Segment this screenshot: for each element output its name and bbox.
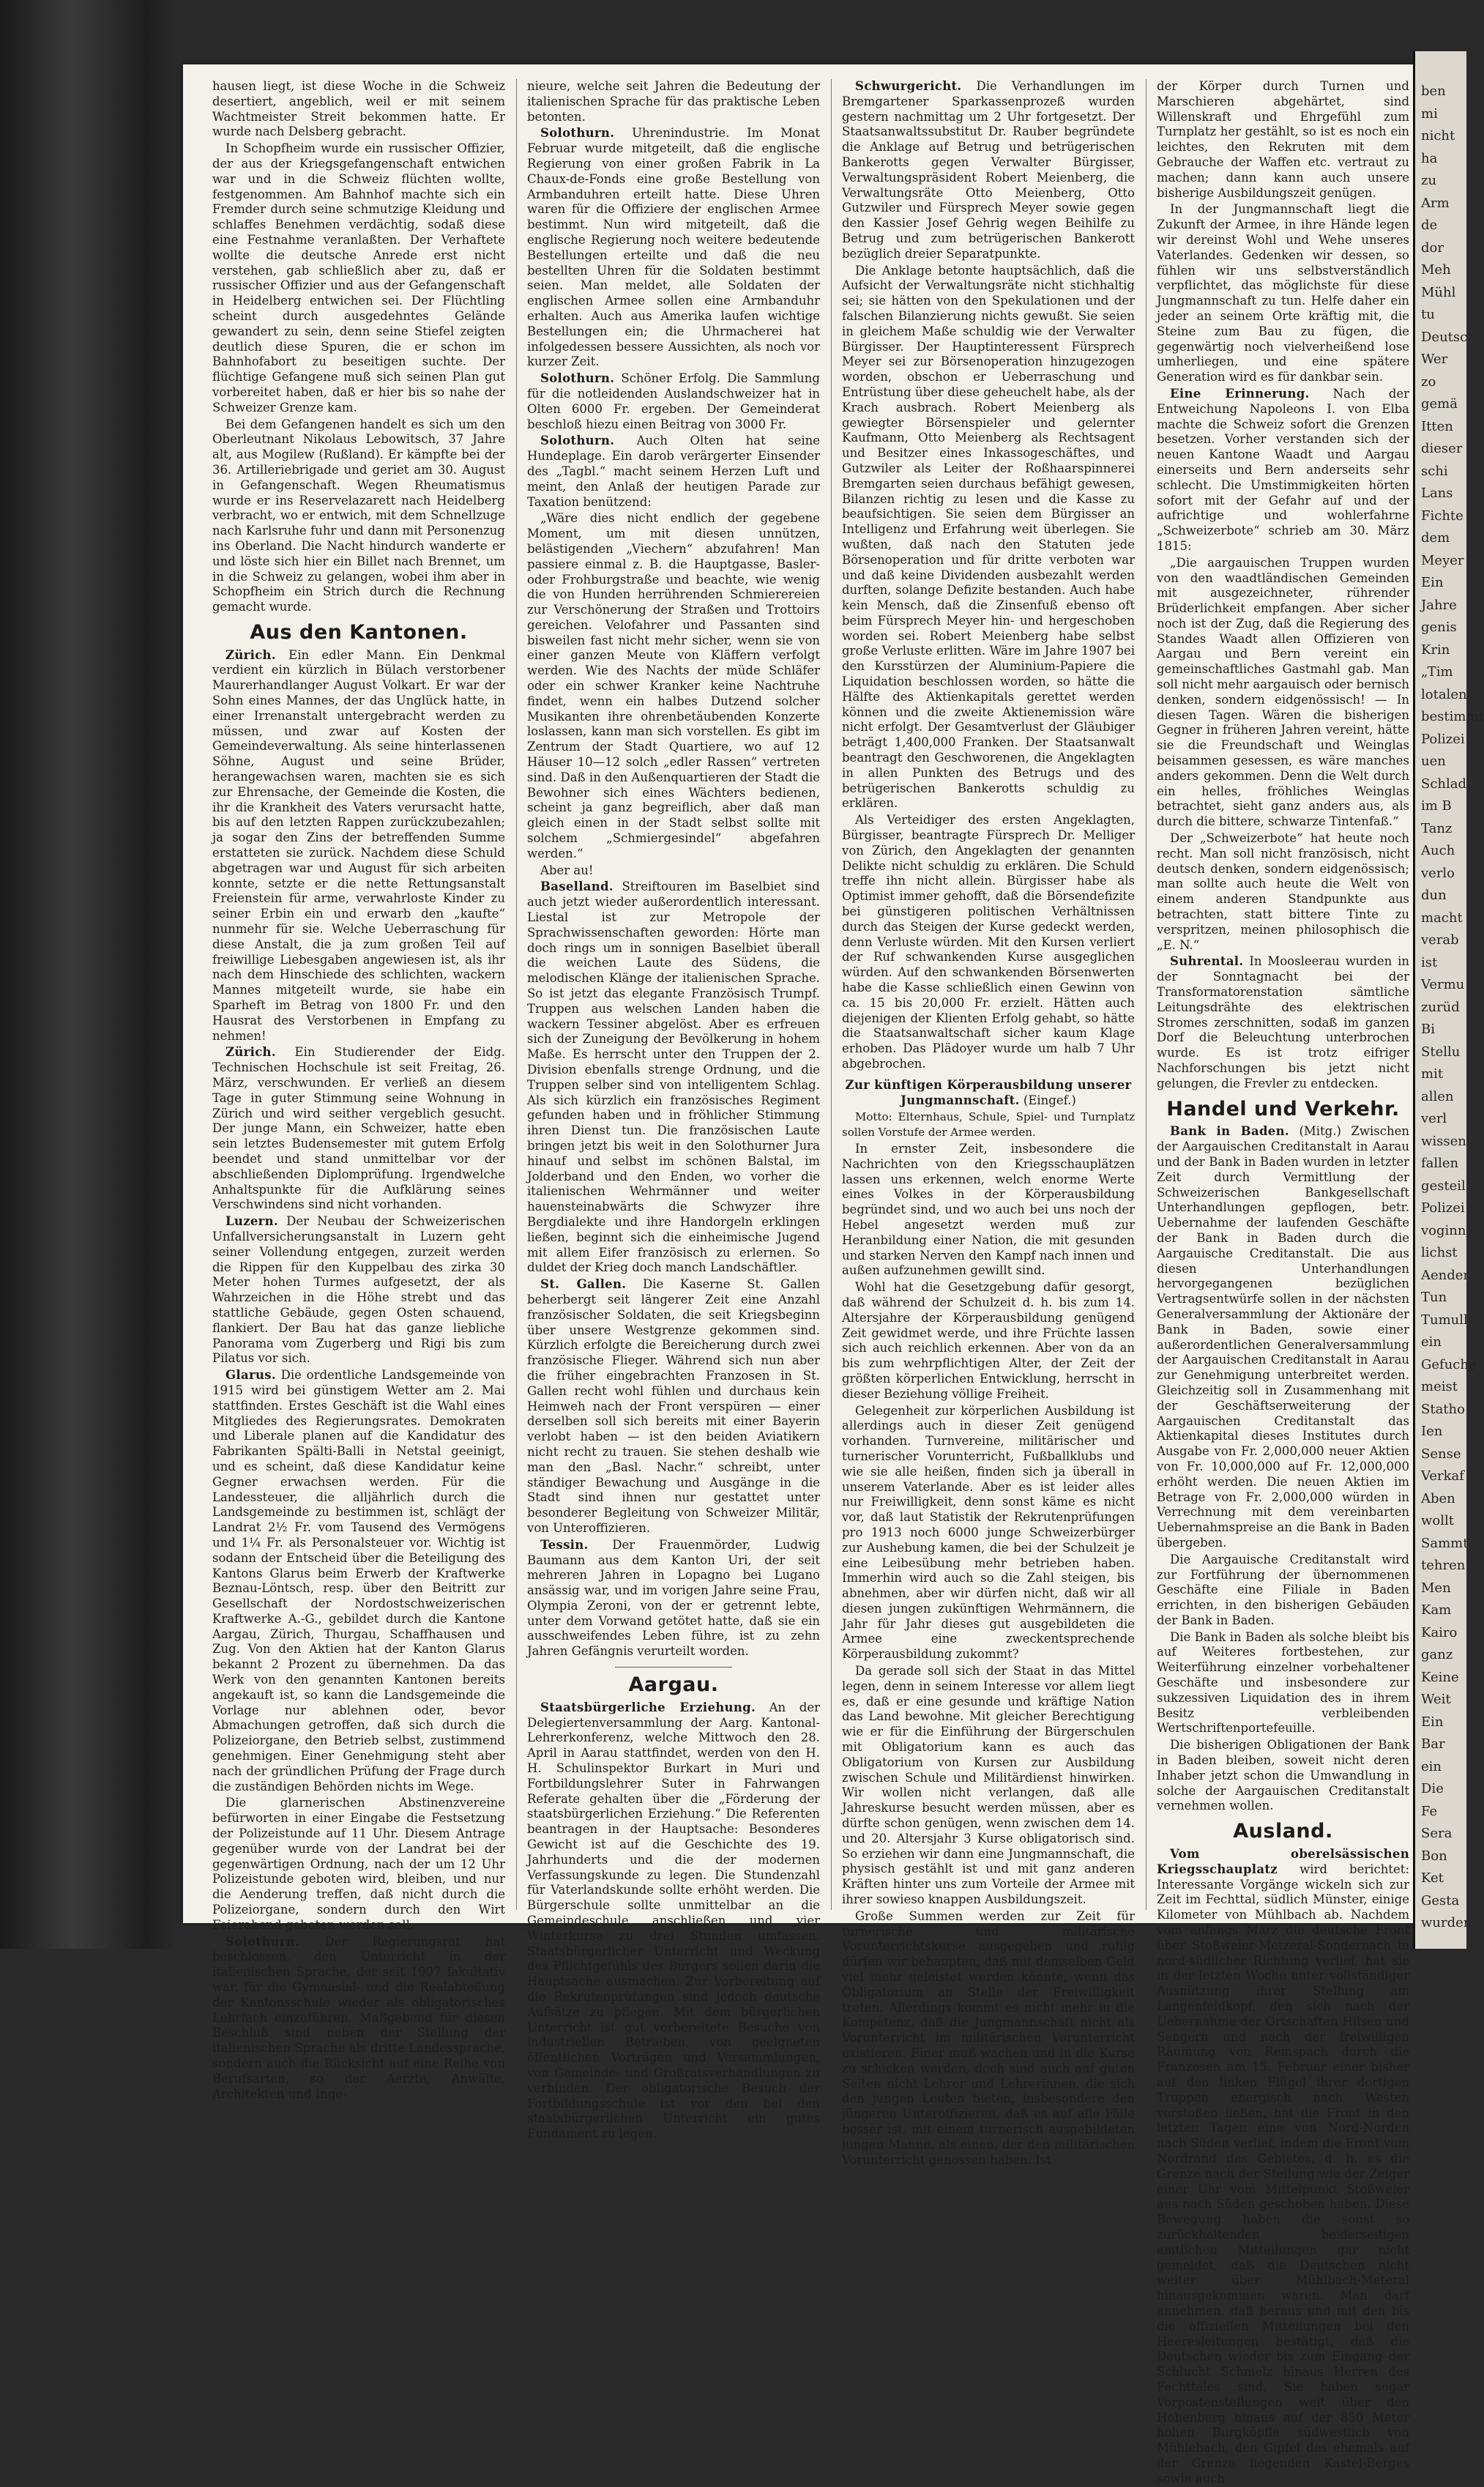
edge-word: Kairo	[1421, 1624, 1458, 1640]
article-lead: Solothurn.	[540, 434, 615, 448]
paragraph: Wohl hat die Gesetzgebung dafür gesorgt, daß während der Schulzeit d. h. bis zum 14. Altersjahre der Körperausbildung genügend Zeit gewidmet werde, und ihre Früchte lassen sich auch reichlich erkennen. Aber von da an bis zum wehrpflichtigen Alter, der Zeit der größten körperlichen Entwicklung, herrscht in dieser Beziehung völlige Freiheit.	[842, 1280, 1135, 1401]
edge-word: Kam	[1421, 1602, 1452, 1618]
edge-word: voginn	[1421, 1222, 1466, 1238]
edge-word: Tanz	[1421, 820, 1453, 836]
article-lead: Vom oberelsässischen Kriegsschauplatz	[1157, 1847, 1409, 1876]
paragraph: „Die aargauischen Truppen wurden von den waadtländischen Gemeinden mit ausgezeichneter, rührender Brüderlichkeit empfangen. Aber sicher noch ist der Zug, daß die Regierung des Standes Waadt allen Offizieren von Aargau und Bern vereint ein gemeinschaftliches Gastmahl gab. Man soll nicht mehr aargauisch oder bernisch denken, sondern eidgenössisch! — In diesen Tagen. Wären die bisherigen Gegner in früheren Jahren vereint, hätte sie die Freundschaft und Weinglas beisammen gesessen, es wäre manches anders gekommen. Denn die Welt durch ein helles, fröhliches Weinglas betrachtet, sieht ganz anders aus, als durch die bittere, schwarze Tintenfaß.“	[1157, 555, 1409, 829]
edge-word: de	[1421, 218, 1438, 233]
edge-word: im B	[1421, 798, 1452, 814]
edge-word: Gefuche	[1421, 1356, 1477, 1372]
edge-word: Jahre	[1421, 597, 1457, 613]
article-lead: Zürich.	[225, 647, 276, 662]
paragraph: In der Jungmannschaft liegt die Zukunft der Armee, in ihre Hände legen wir dereinst Wohl und Wehe unseres Vaterlandes. Gedenken wir dessen, so fühlen wir uns selbstverständlich verpflichtet, das möglichste für diese Jungmannschaft zu tun. Helfe daher ein jeder an seinem Orte kräftig mit, die Steine zum Bau zu fügen, die gegenwärtig noch vielverheißend lose umherliegen, und eine spätere Generation wird es für dankbar sein.	[1157, 202, 1409, 384]
paragraph: nieure, welche seit Jahren die Bedeutung der italienischen Sprache für das praktische Leben betonten.	[527, 79, 820, 124]
paragraph: hausen liegt, ist diese Woche in die Schweiz desertiert, angeblich, weil er mit seinem Wachtmeister Streit bekommen hatte. Er wurde nach Delsberg gebracht.	[212, 79, 505, 139]
edge-word: Men	[1421, 1580, 1451, 1596]
edge-word: Bar	[1421, 1736, 1445, 1752]
edge-word: genis	[1421, 620, 1457, 635]
edge-word: Statho	[1421, 1401, 1465, 1417]
column-rule	[516, 79, 517, 1910]
article-lead: Baselland.	[540, 880, 614, 894]
edge-word: Lans	[1421, 486, 1453, 501]
edge-word: ein	[1421, 1758, 1442, 1774]
paragraph: In Schopfheim wurde ein russischer Offizier, der aus der Kriegsgefangenschaft entwichen war und in die Schweiz flüchten wollte, festgenommen. Am Bahnhof machte sich ein Fremder durch seine schmutzige Kleidung und schlaffes Benehmen verdächtig, sodaß diese eine Festnahme veranlaßten. Der Verhaftete wollte die deutsche Anrede erst nicht verstehen, gab schließlich aber zu, daß er russischer Offizier und aus der Gefangenschaft in Heidelberg entwichen sei. Der Flüchtling scheint durch ausgedehntes Gelände gewandert zu sein, denn seine Stiefel zeigten deutlich diese Spuren, die er schon im Bahnhofabort zu beseitigen suchte. Der flüchtige Gefangene muß sich seinen Plan gut vorbereitet haben, daß er hier bis so nahe der Schweizer Grenze kam.	[212, 141, 505, 414]
column-2	[527, 79, 821, 2141]
paragraph: Die bisherigen Obligationen der Bank in Baden bleiben, soweit nicht deren Inhaber jetzt schon die Umwandlung in solche der Aargauischen Creditanstalt vernehmen wollen.	[1157, 1738, 1409, 1813]
section-heading-aargau: Aargau.	[628, 1673, 719, 1697]
article-text: Streiftouren im Baselbiet sind auch jetzt wieder außerordentlich interessant. Liestal ist zur Metropole der Sprachwissenschaften geworden: Hörte man doch rings um in sonnigen Baselbiet überall die weichen Laute des Südens, die melodischen Klänge der italienischen Sprache. So ist jetzt das elegante Französisch Trumpf. Truppen aus welschen Landen haben die wackern Tessiner abgelöst. Aber es erfreuen sich der Zuneigung der Bevölkerung in hohem Maße. Es herrscht unter den Truppen der 2. Division ebenfalls strenge Ordnung, und die Truppen selber sind von intelligentem Schlag. Als sich kürzlich ein französisches Regiment gefunden haben und in fröhlicher Stimmung ihren Dienst tun. Die französischen Laute bringen jetzt bis weit in den Solothurner Jura hinauf und selbst im schönen Balstal, im Jolderband und den Enden, wo vorher die italienischen Wehrmänner und weiter hauensteinabwärts die Schwyzer ihre Bergdialekte und ihre Handorgeln erklingen ließen, beginnt sich die einheimische Jugend mit allem Eifer französisch zu erlernen. So duldet der Krieg doch manch Landschäftler.	[527, 880, 820, 1275]
edge-word: Vermu	[1421, 977, 1465, 992]
edge-word: dieser	[1421, 441, 1463, 456]
article-lead: Suhrental.	[1170, 954, 1244, 969]
edge-word: Polizei	[1421, 731, 1465, 747]
article-jungmannschaft-title	[842, 1078, 1135, 1109]
section-heading-ausland: Ausland.	[1233, 1820, 1333, 1843]
edge-word: Wer	[1421, 352, 1448, 367]
edge-word: Ein	[1421, 575, 1444, 590]
article-schwurgericht	[842, 79, 1135, 262]
section-heading-kantone: Aus den Kantonen.	[250, 620, 468, 644]
article-lead: Zur künftigen Körperausbildung unserer Jungmannschaft.	[845, 1077, 1132, 1107]
article-note: (Eingef.)	[1023, 1093, 1076, 1107]
edge-word: tu	[1421, 307, 1435, 322]
edge-word: Sera	[1421, 1826, 1453, 1841]
edge-word: Sense	[1421, 1446, 1461, 1462]
article-text: In Moosleerau wurden in der Sonntagnacht bei der Transformatorenstation sämtliche Leitungsdrähte des elektrischen Stromes zerschnitten, sodaß im ganzen Dorf die Beleuchtung unterbrochen wurde. Es ist trotz eifriger Nachforschungen bis jetzt nicht gelungen, die Frevler zu entdecken.	[1157, 954, 1409, 1090]
article-tessin	[527, 1538, 820, 1659]
article-lead: Zürich.	[225, 1045, 276, 1060]
edge-word: Aben	[1421, 1490, 1455, 1506]
article-lead: Eine Erinnerung.	[1170, 386, 1310, 401]
edge-word: dor	[1421, 239, 1444, 256]
paragraph: Die Anklage betonte hauptsächlich, daß die Aufsicht der Verwaltungsräte nicht stichhaltig sei; sie hätten von den Spekulationen und der falschen Bilanzierung nichts gewußt. Sie seien in gleichem Maße schuldig wie der Verwalter Bürgisser. Der Hauptinteressent Fürsprech Meyer sei zur Börsenoperation hinzugezogen worden, obschon er Ueberraschung und Entrüstung über diese geheuchelt habe, als der Krach ausbrach. Robert Meienberg als gewiegter Börsenspieler und gelernter Kaufmann, Otto Meienberg als Rechtsagent und Besitzer eines Inkassogeschäftes, und Gutzwiler als Leiter der Roßhaarspinnerei Bremgarten seien durchaus befähigt gewesen, Bilanzen richtig zu lesen und die Kasse zu beaufsichtigen. Sie seien dem Bürgisser an Intelligenz und Erfahrung weit überlegen. Sie wußten, daß nach den Statuten jede Börsenoperation und für dritte verboten war und daß keine Dividenden ausbezahlt werden durften, solange Defizite bestanden. Auch habe kein Mensch, daß die Zinsenfuß ebenso oft beim Fürsprech Meyer hin- und hergeschoben worden sei. Robert Meienberg habe selbst große Verluste erlitten. Wäre im Jahre 1907 bei den Kursstürzen der Aluminium-Papiere die Liquidation beschlossen worden, so hätte die Hälfte des Aktienkapitals gerettet werden können und die zweite Aktienemission wäre nicht erfolgt. Der Gesamtverlust der Gläubiger beträgt 1,400,000 Franken. Der Staatsanwalt beantragt den Geschworenen, die Angeklagten in allen Punkten des Betrugs und des betrügerischen Bankerotts schuldig zu erklären.	[842, 263, 1135, 811]
section-heading-handel: Handel und Verkehr.	[1166, 1097, 1400, 1120]
edge-word: Verkaf	[1421, 1468, 1464, 1484]
article-solothurn-uhren	[527, 126, 820, 370]
edge-word: Fe	[1421, 1803, 1438, 1819]
article-glarus	[212, 1368, 505, 1794]
article-text: Der Neubau der Schweizerischen Unfallversicherungsanstalt in Luzern geht seiner Vollendung entgegen, zurzeit werden die Rippen für den Kuppelbau des zirka 30 Meter hohen Turmes aufgesetzt, der als Wahrzeichen in die Höhe strebt und das stattliche Gebäude, gegen Osten schauend, flankiert. Der Bau hat das ganze liebliche Panorama vom Zugerberg und Rigi bis zum Pilatus vor sich.	[212, 1214, 505, 1366]
adjacent-page-text	[1421, 81, 1484, 1935]
edge-word: tehren	[1421, 1558, 1466, 1573]
edge-word: Bi	[1421, 1022, 1435, 1037]
edge-word: mit	[1421, 1066, 1444, 1082]
paragraph: Die Aargauische Creditanstalt wird zur Fortführung der übernommenen Geschäfte eine Filiale in Baden errichten, in den bisherigen Gebäuden der Bank in Baden.	[1157, 1552, 1409, 1627]
article-solothurn-erfolg	[527, 371, 820, 432]
paragraph: Da gerade soll sich der Staat in das Mittel legen, denn in seinem Interesse vor allem liegt es, daß er eine gesunde und kräftige Nation das Land bewohne. Mit gleicher Berechtigung wie er für die Einführung der Bürgerschulen mit Obligatorium kann es auch das Obligatorium von Kursen zur Ausbildung zwischen Schule und Militärdienst hinwirken. Wir wollen nicht verlangen, daß alle Jahreskurse besucht werden müssen, aber es dürfte schon genügen, wenn zwischen dem 14. und 20. Altersjahr 3 Kurse obligatorisch sind. So erziehen wir dann eine Jungmannschaft, die physisch gestählt ist und mit ganz anderen Kräften hinter uns zum Vorteile der Armee mit ihrer sowieso knappen Ausbildungszeit.	[842, 1664, 1135, 1907]
paragraph: In ernster Zeit, insbesondere die Nachrichten von den Kriegsschauplätzen lassen uns erkennen, welch enorme Werte eines Volkes in der Körperausbildung begründet sind, und wo auch bei uns noch der Hebel angesetzt werden muß zur Heranbildung einer Nation, die mit gesunden und starken Nerven den Kampf nach innen und außen aufzunehmen gewillt sind.	[842, 1141, 1135, 1278]
edge-word: Die	[1421, 1781, 1444, 1796]
article-lead: Luzern.	[225, 1214, 278, 1229]
article-text: Die Verhandlungen im Bremgartener Sparkassenprozeß wurden gestern nachmittag um 2 Uhr fortgesetzt. Der Staatsanwaltssubstitut Dr. Rauber begründete die Anklage auf Betrug und betrügerischen Bankerotts gegen Verwalter Bürgisser, Verwaltungspräsident Robert Meienberg, die Verwaltungsräte Otto Meienberg, Otto Gutzwiler und Fürsprech Meyer sowie gegen den Kassier Josef Gehrig wegen Beihilfe zu Betrug und zum betrügerischen Bankerott bezüglich dreier Separatpunkte.	[842, 79, 1136, 261]
paragraph: „Wäre dies nicht endlich der gegebene Moment, um mit diesen unnützen, belästigenden „Viechern“ abzufahren! Man passiere einmal z. B. die Hauptgasse, Basler- oder Frohburgstraße und beachte, wie wenig die von Hunden herrührenden Schmierereien zur Verschönerung der Straßen und Trottoirs gereichen. Velofahrer und Passanten sind bisweilen fast nicht mehr sicher, wenn sie von einer ganzen Meute von Kläffern verfolgt werden. Wie des Nachts der müde Schläfer oder ein schwer Kranker keine Nachtruhe findet, wenn ein halbes Dutzend solcher Musikanten ihre ohrenbetäubenden Konzerte loslassen, kann man sich vorstellen. Es gibt im Zentrum der Stadt Quartiere, wo auf 12 Häuser 10—12 solch „edler Rassen“ vertreten sind. Daß in den Außenquartieren der Stadt die Bewohner sich eines Wächters bedienen, scheint ja ganz begreiflich, aber daß man gleich einen in der Stadt selbst sollte mit solchem „Schmiergesindel“ abgefahren werden.“	[527, 511, 820, 860]
edge-word: Meyer	[1421, 552, 1464, 568]
article-text: Uhrenindustrie. Im Monat Februar wurde mitgeteilt, daß die englische Regierung von einer großen Fabrik in La Chaux-de-Fonds eine große Bestellung von Armbanduhren erteilt hatte. Diese Uhren waren für die Offiziere der englischen Armee bestimmt. Nun wird mitgeteilt, daß die englische Regierung noch weitere bedeutende Bestellungen erteilte und daß die neu bestellten Uhren für die Soldaten bestimmt seien. Man meldet, alle Soldaten der englischen Armee sollen eine Armbanduhr erhalten. Auch aus Amerika laufen wichtige Bestellungen ein; die Uhrmacherei hat infolgedessen bessere Aussichten, als noch vor kurzer Zeit.	[527, 126, 820, 369]
edge-word: verl	[1421, 1111, 1447, 1126]
edge-word: allen	[1421, 1088, 1454, 1104]
edge-word: zo	[1421, 373, 1436, 390]
article-lead: Tessin.	[540, 1537, 589, 1552]
edge-word: Krin	[1421, 642, 1450, 658]
edge-word: ben	[1421, 83, 1446, 99]
edge-word: verab	[1421, 932, 1459, 948]
column-rule	[831, 79, 832, 1910]
article-text: Nach der Entweichung Napoleons I. von Elba machte die Schweiz sofort die Grenzen besetzen. Vorher verstanden sich der neuen Kantone Waadt und Aargau einerseits und Bern anderseits sehr schlecht. Die Umstimmigkeiten hörten sofort mit der Gefahr auf und der aufrichtige und wohlerfahrne „Schweizerbote“ schrieb am 30. März 1815:	[1157, 386, 1409, 553]
edge-word: mi	[1421, 105, 1438, 122]
edge-word: verlo	[1421, 865, 1455, 881]
edge-word: Ien	[1421, 1424, 1443, 1439]
newspaper-page	[183, 64, 1413, 2486]
edge-word: Deutsc	[1421, 329, 1468, 345]
edge-word: dun	[1421, 888, 1447, 903]
article-lead: Solothurn.	[225, 1934, 300, 1949]
edge-word: ist	[1421, 954, 1438, 970]
edge-word: zurüd	[1421, 999, 1460, 1015]
article-text: Der Frauenmörder, Ludwig Baumann aus dem Kanton Uri, der seit mehreren Jahren in Lopagno bei Lugano ansässig war, und im vorigen Jahre seine Frau, Olympia Zeroni, von der er getrennt lebte, unter dem Vorwand getötet hatte, daß sie ein ausschweifendes Leben führe, ist zu zehn Jahren Gefängnis verurteilt worden.	[527, 1537, 820, 1659]
article-text: Ein edler Mann. Ein Denkmal verdient ein kürzlich in Bülach verstorbener Maurerhandlanger August Volkart. Er war der Sohn eines Mannes, der das Unglück hatte, in einer Irrenanstalt untergebracht werden zu müssen, und zwar auf Kosten der Gemeindeverwaltung. Als seine hinterlassenen Söhne, August und seine Brüder, herangewachsen waren, machten sie es sich zur Ehrensache, der Gemeinde die Kosten, die ihr die Krankheit des Vaters verursacht hatte, bis auf den letzten Rappen zurückzubezahlen; ja sogar den Zins der betreffenden Summe erstatteten sie zurück. Nachdem diese Schuld abgetragen war und August für sich arbeiten konnte, setzte er die nette Rettungsanstalt Freienstein für arme, verwahrloste Kinder zu seiner Erbin ein und erwarb den „kaufte“ nunmehr für sie. Welche Ueberraschung für diese Anstalt, die ja zum großen Teil auf freiwillige Liebesgaben angewiesen ist, als ihr nach dem Hinschiede des schlichten, wackern Mannes mitgeteilt wurde, sie habe ein Sparheft im Betrag von 1800 Fr. und den Hausrat des Verstorbenen in Empfang zu nehmen!	[212, 647, 506, 1043]
edge-word: Auch	[1421, 843, 1455, 858]
paragraph: Gelegenheit zur körperlichen Ausbildung ist allerdings auch in dieser Zeit genügend vorhanden. Turnvereine, militärischer und turnerischer Vorunterricht, Fußballklubs und wie sie alle heißen, finden sich ja überall in unserem Vaterlande. Aber es ist leider alles nur Freiwilligkeit, denn sonst käme es nicht vor, daß laut Statistik der Rekrutenprüfungen pro 1913 noch 6000 junge Schweizerbürger zur Aushebung kamen, die bei der Schulzeit je eine Leibesübung mehr betrieben haben. Immerhin wird auch so die Zahl steigen, bis abnehmen, aber wir dürfen nicht, daß wir all diesen jungen zukünftigen Wehrmännern, die Jahr für Jahr dieses gut ausgebildeten die Armee eine zweckentsprechende Körperausbildung zukommt?	[842, 1403, 1135, 1662]
edge-word: Keine	[1421, 1669, 1459, 1685]
edge-word: bestimmt	[1421, 709, 1484, 724]
paragraph: Große Summen werden zur Zeit für turnerische und militärische Vorunterrichtskurse ausgegeben und ruhig dürfen wir behaupten, daß mit demselben Geld viel mehr geleistet werden könnte, wenn das Obligatorium an Stelle der Freiwilligkeit treten. Allerdings kommt es nicht mehr in die Kompetenz, daß die Jungmannschaft nicht als Vorunterricht im militärischen Vorunterricht existieren. Einer muß wachen und in die Kurse zu schicken werden, doch sind auch auf guten Seiten nicht Lehrer und Lehrerinnen, die sich den jungen Leuten bieten, insbesondere den jüngeren Unteroffizieren, daß es auf alle Fälle besser ist, mit einem turnerisch ausgebildeten jungen Manne, als einen, der den militärischen Vorunterricht genossen haben. Ist	[842, 1908, 1135, 2167]
edge-word: ganz	[1421, 1647, 1453, 1662]
column-4	[1157, 79, 1410, 2486]
edge-word: Itten	[1421, 418, 1453, 434]
edge-word: lichst	[1421, 1245, 1458, 1260]
article-solothurn-hunde	[527, 434, 820, 510]
article-baselland	[527, 880, 820, 1276]
edge-word: zu	[1421, 173, 1437, 188]
edge-word: Gesta	[1421, 1892, 1460, 1908]
edge-word: wurden	[1421, 1915, 1472, 1930]
edge-word: uen	[1421, 754, 1446, 769]
edge-word: Ein	[1421, 1714, 1444, 1730]
edge-word: Arm	[1421, 195, 1450, 211]
article-lead: St. Gallen.	[540, 1277, 627, 1292]
edge-word: Stellu	[1421, 1044, 1461, 1060]
edge-word: dem	[1421, 530, 1450, 546]
edge-word: schi	[1421, 463, 1448, 479]
edge-word: Fichte	[1421, 508, 1464, 524]
article-text: Auch Olten hat seine Hundeplage. Ein darob verärgerter Einsender des „Tagbl.“ macht seinem Herzen Luft und meint, den Anlaß der heutigen Parade zur Taxation benützend:	[527, 434, 821, 509]
divider	[615, 1667, 732, 1668]
edge-word: macht	[1421, 910, 1463, 926]
paragraph: Als Verteidiger des ersten Angeklagten, Bürgisser, beantragte Fürsprech Dr. Melliger von Zürich, den Angeklagten der genannten Delikte nicht schuldig zu erklären. Die Schuld treffe ihn nicht allein. Bürgisser habe als Optimist immer gehofft, daß die Börsendefizite bei günstigeren politischen Verhältnissen durch das Steigen der Kurse gedeckt werden, denn Verluste würden. Mit den Kursen verliert der Ruf schwankenden Kurse ausgeglichen würden. Auf den schwankenden Börsenwerten habe die Kasse schließlich einen Gewinn von ca. 15 bis 20,000 Fr. erzielt. Hätten auch diejenigen der Klienten Erfolg gehabt, so hätte die Staatsanwaltschaft sicher kaum Klage erhoben. Das Plädoyer wurde um halb 7 Uhr abgebrochen.	[842, 813, 1135, 1071]
edge-word: Polizei	[1421, 1200, 1465, 1216]
edge-word: Schlad	[1421, 776, 1467, 792]
article-text: An der Delegiertenversammlung der Aarg. Kantonal-Lehrerkonferenz, welche Mittwoch den 28. April in Aarau stattfindet, werden von den H. H. Schulinspektor Burkart in Muri und Fortbildungslehrer Suter in Fahrwangen Referate gehalten über die „Förderung der staatsbürgerlichen Erziehung.“ Die Referenten beantragen in der Hauptsache: Besonderes Gewicht ist auf die Geschichte des 19. Jahrhunderts und die der modernen Verfassungskunde zu legen. Die Stundenzahl für Vaterlandskunde sollte erhöht werden. Die Bürgerschule sollte unmittelbar an die Gemeindeschule anschließen und vier Winterkurse zu drei Stunden umfassen. Staatsbürgerlicher Unterricht und Weckung des Pflichtgefühls des Bürgers sollen darin die Hauptsache ausmachen. Zur Vorbereitung auf die Rekrutenprüfungen sind jedoch deutsche Aufsätze zu pflegen. Mit dem bürgerlichen Unterricht ist gut vorbereitete Besuche von industriellen Betrieben, von geeigneten öffentlichen Vorträgen und Versammlungen, von Gemeinde- und Großratsverhandlungen zu verbinden. Der obligatorische Besuch der Fortbildungsschule ist vor den bei den staatsbürgerlichen Unterricht ein gutes Fundament zu legen.	[527, 1700, 820, 2141]
article-zurich	[212, 648, 505, 1044]
column-3	[842, 79, 1136, 2167]
article-text: Schöner Erfolg. Die Sammlung für die notleidenden Auslandschweizer hat in Olten 6000 Fr. ergeben. Der Gemeinderat beschloß hiezu einen Beitrag von 3000 Fr.	[527, 371, 820, 431]
motto: Motto: Elternhaus, Schule, Spiel- und Turnplatz sollen Vorstufe der Armee werden.	[842, 1110, 1135, 1140]
paragraph: Die glarnerischen Abstinenzvereine befürworten in einer Eingabe die Festsetzung der Polizeistunde auf 11 Uhr. Diesem Antrage gegenüber wurde von der Landrat bei der gegenwärtigen Ordnung, nach der um 12 Uhr Polizeistunde geboten wird, bleiben, und nur die Aenderung treffen, daß nicht durch die Polizeiorgane, sondern durch den Wirt Feierabend geboten werden soll.	[212, 1796, 505, 1932]
article-lead: Solothurn.	[540, 371, 615, 386]
article-text: (Mitg.) Zwischen der Aargauischen Creditanstalt in Aarau und der Bank in Baden wurden in letzter Zeit durch Vermittlung der Schweizerischen Bankgesellschaft Unterhandlungen gepflogen, betr. Uebernahme der laufenden Geschäfte der Bank in Baden durch die Aargauische Creditanstalt. Die aus diesen Unterhandlungen hervorgegangenen bezüglichen Vertragsentwürfe sollen in der nächsten Generalversammlung der Aktionäre der Bank in Baden, sowie einer außerordentlichen Generalversammlung der Aargauischen Creditanstalt in Aarau zur Genehmigung unterbreitet werden. Gleichzeitig soll in Zusammenhang mit der Geschäftserweiterung der Aargauischen Creditanstalt das Aktienkapital dieses Institutes durch Ausgabe von Fr. 2,000,000 neuer Aktien von Fr. 10,000,000 auf Fr. 12,000,000 erhöht werden. Die neuen Aktien im Betrage von Fr. 2,000,000 würden in Verrechnung mit dem vereinbarten Uebernahmspreise an die Bank in Baden übergeben.	[1157, 1124, 1410, 1550]
article-bank-baden	[1157, 1124, 1409, 1550]
edge-word: Tumull	[1421, 1312, 1468, 1328]
article-zurich-2	[212, 1045, 505, 1213]
edge-word: Sammt	[1421, 1535, 1469, 1551]
edge-word: wissen	[1421, 1133, 1466, 1149]
article-text: wird berichtet: Interessante Vorgänge wickeln sich zur Zeit im Fechttal, südlich Münster, einige Kilometer von Mühlbach ab. Nachdem vom anfangs März die deutsche Front über Stoßweier-Metzeral-Sondernach in nord-südlicher Richtung verlief, hat sie in der letzten Woche unter vollständiger Ausnützung ihrer Stellung am Langenfeldkopf, den sich nach der Uebernahme der Ortschaften Hilsen und Sengern und nach der freiwilligen Räumung von Remspach durch die Franzosen am 15. Februar einer bisher auf den linken Flügel ihrer dortigen Truppen energisch nach Westen vorstoßen ließen, hat die Front in den letzten Tagen eine von Nord-Norden nach Süden verlief, indem die Front vom Nordrand des Gebietes, d. h. es die Grenze nach der Stellung wie der Zeiger einer Uhr vom Mittelpunkt Stoßweier aus nach Süden geschoben haben. Diese Bewegung haben die sonst so zurückhaltenden beiderseitigen amtlichen Mitteilungen gar nicht gemeldet, daß die Deutschen nicht weiter über Mühlbach-Meteral hinausgekommen waren. Man darf annehmen, daß heraus und mit den bis die offiziellen Mitteilungen bei den Heeresleitungen bestätigt, daß die Deutschen wieder bis zum Eingang der Schlucht Schmelz hinaus Herren des Fechttales sind. Sie haben sogar Vorpostenstellungen weit über den Hohenberg hinaus auf der 850 Meter hohen Burgköpfle südwestlich von Mühlebach, den Gipfel des ehemals auf der Grenze liegenden Kastel-Berges sowie auch	[1157, 1862, 1409, 2486]
edge-word: Bon	[1421, 1848, 1447, 1864]
article-st-gallen	[527, 1277, 820, 1536]
article-solothurn	[212, 1935, 505, 2103]
edge-word: gemä	[1421, 396, 1458, 412]
paragraph: Aber au!	[540, 863, 594, 877]
article-lead: Bank in Baden.	[1170, 1124, 1289, 1139]
paragraph: Der „Schweizerbote“ hat heute noch recht. Man soll nicht französisch, nicht deutsch denken, sondern eidgenössisch; man sollte auch heute die Welt von einem anderen Standpunkte aus betrachten, statt bittere Tinte zu verspritzen, meinen philosophisch die „E. N.“	[1157, 831, 1409, 952]
edge-word: Tun	[1421, 1290, 1447, 1305]
paragraph: Bei dem Gefangenen handelt es sich um den Oberleutnant Nikolaus Lebowitsch, 37 Jahre alt, aus Mogilew (Rußland). Er kämpfte bei der 36. Artilleriebrigade und geriet am 30. August in Gefangenschaft. Wegen Rheumatismus wurde er ins Reservelazarett nach Heidelberg verbracht, wo er entwich, mit dem Schnellzuge nach Karlsruhe fuhr und dann mit Personenzug ins Oberland. Die Nacht hindurch wanderte er und löste sich hier ein Billet nach Brennet, um in die Schweiz zu gelangen, wobei ihm aber in Schopfheim ein Strich durch die Rechnung gemacht wurde.	[212, 417, 505, 614]
article-erinnerung	[1157, 387, 1409, 554]
adjacent-page-edge	[1413, 51, 1484, 1949]
article-text: Die ordentliche Landsgemeinde von 1915 wird bei günstigem Wetter am 2. Mai stattfinden. Erstes Geschäft ist die Wahl eines Mitgliedes des Regierungsrates. Demokraten und Liberale planen auf die Kandidatur des Fabrikanten Spälti-Balli in Netstal geeinigt, und es scheint, daß diese Kandidatur keine Gegner erwachsen werden. Für die Landessteuer, die alljährlich durch die Landsgemeinde zu bestimmen ist, schlägt der Landrat 2½ Fr. vom Tausend des Vermögens und 1¼ Fr. als Personalsteuer vor. Wichtig ist sodann der Entscheid über die Beteiligung des Kantons Glarus beim Erwerb der Kraftwerke Beznau-Löntsch, resp. über den Beitritt zur Gesellschaft der Nordostschweizerischen Kraftwerke A.-G., gebildet durch die Kantone Aargau, Zürich, Thurgau, Schaffhausen und Zug. Von den Aktien hat der Kanton Glarus bekannt 2 Prozent zu übernehmen. Da das Werk von den genannten Kantonen bereits angekauft ist, so kann die Landsgemeinde die Vorlage nur ablehnen oder, bevor Abmachungen getroffen, daß sich durch die Polizeiorgane, den Betrieb selbst, zustimmend genehmigen. Einer Genehmigung steht aber nach der gründlichen Prüfung der Frage durch die zuständigen Behörden nichts im Wege.	[212, 1368, 505, 1793]
edge-word: ha	[1421, 150, 1438, 166]
article-lead: Staatsbürgerliche Erziehung.	[540, 1700, 756, 1714]
edge-word: Ket	[1421, 1870, 1444, 1886]
edge-word: Weit	[1421, 1692, 1451, 1707]
article-lead: Glarus.	[225, 1368, 276, 1383]
article-lead: Schwurgericht.	[855, 79, 962, 93]
article-ausland	[1157, 1847, 1409, 2486]
article-text: Der Regierungsrat hat beschlossen, den Unterricht in der italienischen Sprache, der seit 1907 fakultativ war, für die Gymnasial- und die Realabteilung der Kantonsschule wieder als obligatorisches Lehrfach einzuführen. Maßgebend für diesen Beschluß sind neben der Stellung der italienischen Sprache als dritte Landessprache, sondern auch die Rücksicht auf eine Reihe von Berufsarten, so der Aerzte, Anwälte, Architekten und Inge-	[212, 1934, 505, 2101]
edge-word: ein	[1421, 1334, 1442, 1350]
article-luzern	[212, 1214, 505, 1367]
column-1	[212, 79, 506, 2101]
edge-word: nicht	[1421, 128, 1455, 144]
paragraph: Die Bank in Baden als solche bleibt bis auf Weiteres fortbestehen, zur Weiterführung einzelner vorbehaltener Geschäfte und insbesondere zur sukzessiven Liquidation des in ihrem Besitz verbleibenden Wertschriftenportefeuille.	[1157, 1629, 1409, 1736]
edge-word: Mühl	[1421, 284, 1456, 300]
article-text: Die Kaserne St. Gallen beherbergt seit längerer Zeit eine Anzahl französischer Soldaten, die seit Kriegsbeginn über unsere Westgrenze gekommen sind. Kürzlich erfolgte die Bereicherung durch zwei französische Flieger. Während sich nun aber die früher eingebrachten Franzosen in St. Gallen recht wohl fühlen und durchaus kein Heimweh nach der Front verspüren — einer derselben soll sich bereits mit einer Bayerin verlobt haben — ist den beiden Aviatikern nicht recht zu trauen. Sie stehen deshalb wie man den „Basl. Nachr.“ schreibt, unter ständiger Bewachung und Ausgänge in die Stadt sind ihnen nur gestattet unter besonderer Begleitung von Schweizer Militär, von Unteroffizieren.	[527, 1277, 820, 1535]
edge-word: meist	[1421, 1379, 1458, 1394]
edge-word: gesteil	[1421, 1178, 1466, 1194]
edge-word: Aender	[1421, 1267, 1470, 1283]
edge-word: wollt	[1421, 1513, 1454, 1528]
article-aargau	[527, 1700, 820, 2142]
article-text: Ein Studierender der Eidg. Technischen Hochschule ist seit Freitag, 26. März, verschwunden. Er verließ an diesem Tage in guter Stimmung seine Wohnung in Zürich und wird seither vergeblich gesucht. Der junge Mann, ein Schweizer, hatte eben sein letztes Budensemester mit gutem Erfolg beendet und stand unmittelbar vor der abschließenden Diplomprüfung. Irgendwelche Anhaltspunkte für die Aufklärung seines Verschwindens sind nicht vorhanden.	[212, 1045, 506, 1212]
edge-word: „Tim	[1421, 664, 1453, 680]
edge-word: fallen	[1421, 1156, 1459, 1171]
article-suhrental	[1157, 954, 1409, 1091]
paragraph: der Körper durch Turnen und Marschieren abgehärtet, sind Willenskraft und Ehrgefühl zum Turnplatz her gestählt, so ist es noch ein leichtes, den Rekruten mit dem Gebrauche der Waffen etc. vertraut zu machen; dann kann auch unsere bisherige Ausbildungszeit genügen.	[1157, 79, 1409, 200]
edge-word: Meh	[1421, 262, 1451, 278]
edge-word: lotalen	[1421, 686, 1467, 702]
article-lead: Solothurn.	[540, 126, 615, 141]
